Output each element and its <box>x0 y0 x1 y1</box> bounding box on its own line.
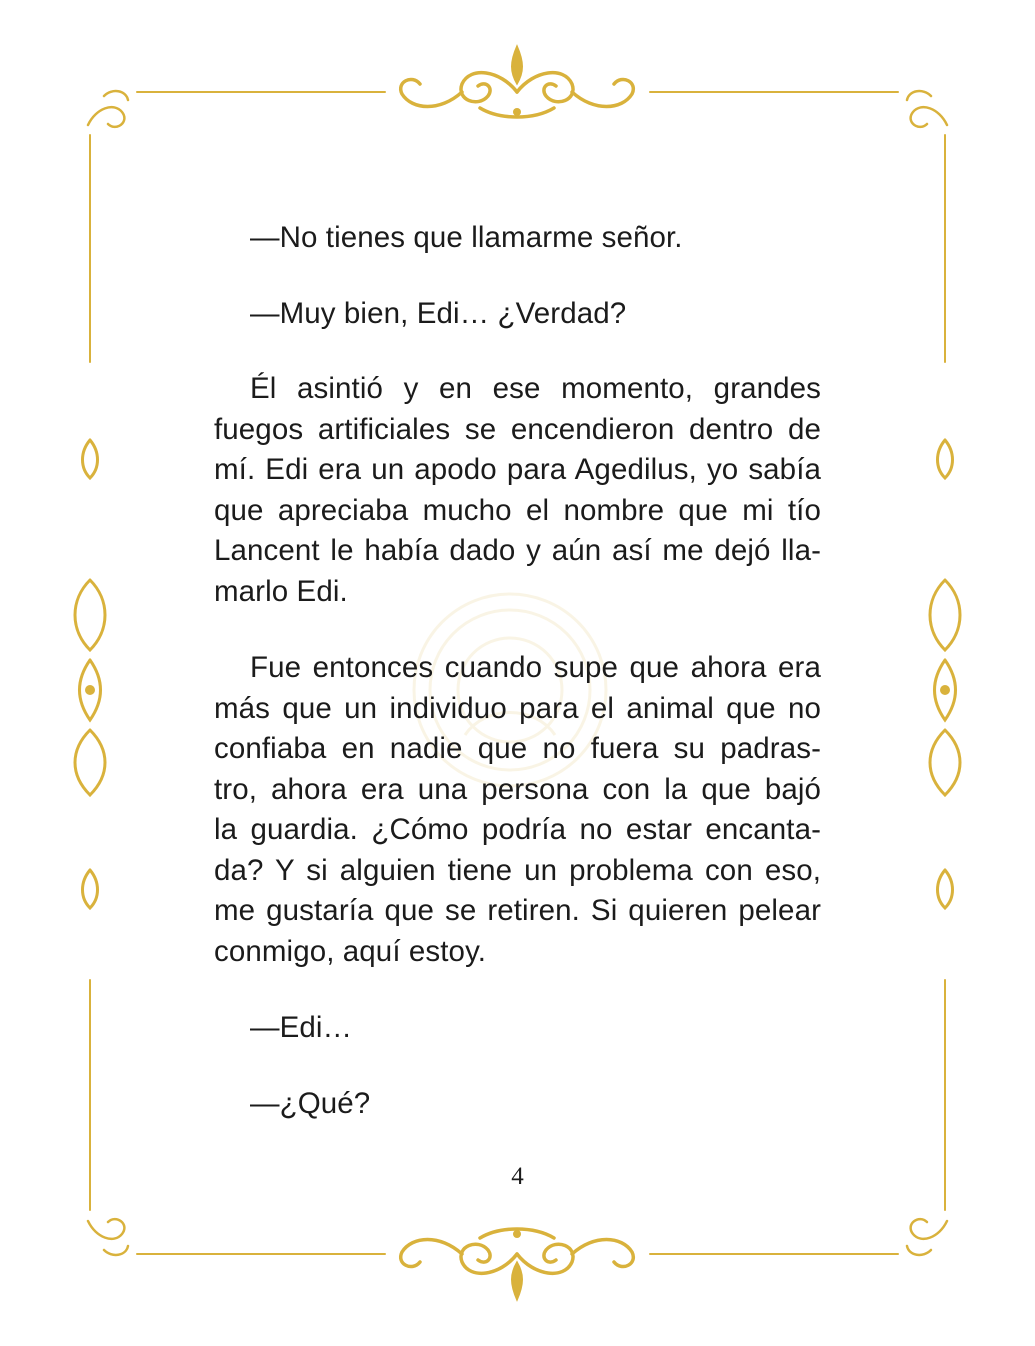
dialogue-line: —Edi… <box>250 1011 353 1044</box>
dialogue-line: —No tienes que llamarme señor. <box>250 221 683 254</box>
text-line: más que un individuo para el animal que no <box>214 691 821 725</box>
text-line: que apreciaba mucho el nombre que mi tío <box>214 493 821 527</box>
paragraph <box>214 648 821 972</box>
paragraph <box>214 369 821 612</box>
text-line: tro, ahora era una persona con la que bajó <box>214 772 821 806</box>
text-line: Fue entonces cuando supe que ahora era <box>250 651 821 684</box>
text-line: Lancent le había dado y aún así me dejó lla- <box>214 534 821 567</box>
text-line: confiaba en nadie que no fuera su padras- <box>214 732 821 765</box>
text-line: fuegos artificiales se encendieron dentro de <box>214 412 821 446</box>
dialogue-line: —¿Qué? <box>250 1086 371 1120</box>
text-line: Él asintió y en ese momento, grandes <box>250 372 821 405</box>
text-line: conmigo, aquí estoy. <box>214 934 487 968</box>
text-line: la guardia. ¿Cómo podría no estar encanta- <box>214 813 821 846</box>
text-line: me gustaría que se retiren. Si quieren pelear <box>214 894 821 927</box>
dialogue-line: —Muy bien, Edi… ¿Verdad? <box>250 296 627 330</box>
text-line: da? Y si alguien tiene un problema con eso, <box>214 853 821 887</box>
flourish-top-center <box>401 46 634 117</box>
text-line: marlo Edi. <box>214 574 348 608</box>
body-text <box>214 218 821 1159</box>
text-line: mí. Edi era un apodo para Agedilus, yo sabía <box>214 453 821 486</box>
page-number: 4 <box>511 1163 524 1190</box>
flourish-bottom-center <box>401 1229 634 1300</box>
